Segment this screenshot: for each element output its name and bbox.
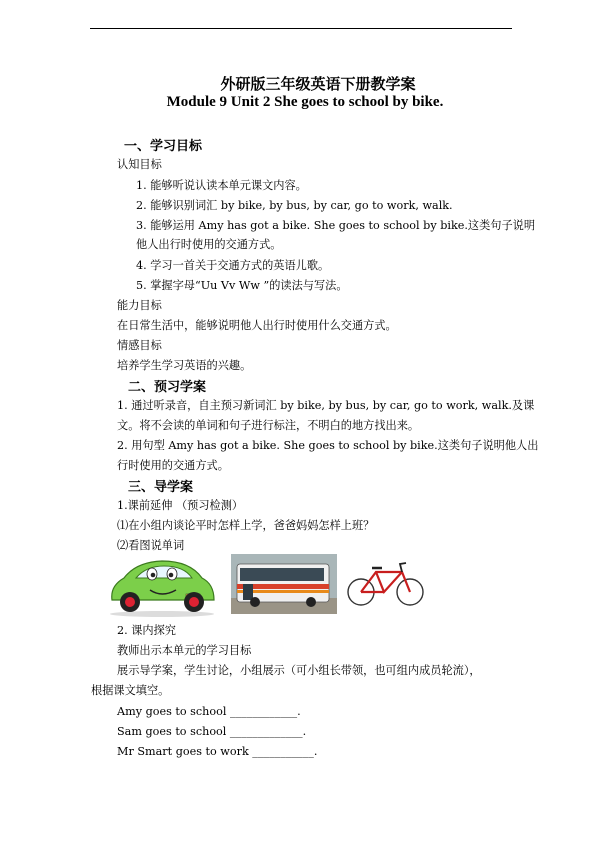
fill-blank-2: Sam goes to school _____________. <box>117 725 307 738</box>
goal-item-4: 4. 学习一首关于交通方式的英语儿歌。 <box>136 259 330 272</box>
teacher-instruction: 教师出示本单元的学习目标 <box>117 644 252 657</box>
cognitive-goals-label: 认知目标 <box>117 158 162 171</box>
question-1: ⑴在小组内谈论平时怎样上学，爸爸妈妈怎样上班？ <box>117 519 375 532</box>
section-heading-guide: 三、导学案 <box>128 480 194 495</box>
question-2: ⑵看图说单词 <box>117 539 185 552</box>
preview-paragraph-2-line-1: 2. 用句型 Amy has got a bike. She goes to school by bike.这类句子说明他人出 <box>117 439 539 452</box>
fill-blank-3: Mr Smart goes to work ___________. <box>117 745 318 758</box>
goal-item-1: 1. 能够听说认读本单元课文内容。 <box>136 179 307 192</box>
ability-goals-label: 能力目标 <box>117 299 162 312</box>
section-heading-goals: 一、学习目标 <box>124 139 203 154</box>
document-title-chinese: 外研版三年级英语下册教学案 <box>220 75 416 93</box>
group-activity-line-1: 展示导学案，学生讨论，小组展示（可小组长带领，也可组内成员轮流）， <box>117 664 481 677</box>
preview-paragraph-1-line-1: 1. 通过听录音，自主预习新词汇 by bike, by bus, by car, go to work, walk.及课 <box>117 399 535 412</box>
bicycle-picture <box>346 560 426 608</box>
fill-blank-1: Amy goes to school ____________. <box>117 705 301 718</box>
bus-picture <box>231 554 337 614</box>
document-title-english: Module 9 Unit 2 She goes to school by bike. <box>166 94 444 110</box>
group-activity-line-2: 根据课文填空。 <box>91 684 170 697</box>
preview-paragraph-1-line-2: 文。将不会读的单词和句子进行标注，不明白的地方找出来。 <box>117 419 420 432</box>
section-heading-preview: 二、预习学案 <box>128 380 207 395</box>
goal-item-2: 2. 能够识别词汇 by bike, by bus, by car, go to work, walk. <box>136 199 453 212</box>
preview-paragraph-2-line-2: 行时使用的交通方式。 <box>117 459 229 472</box>
goal-item-3-continued: 他人出行时使用的交通方式。 <box>136 238 282 251</box>
car-picture <box>106 556 218 618</box>
pre-class-label: 1.课前延伸 （预习检测） <box>117 499 244 512</box>
emotion-goals-label: 情感目标 <box>117 339 162 352</box>
goal-item-5: 5. 掌握字母“Uu Vv Ww ”的读法与写法。 <box>136 279 348 292</box>
goal-item-3: 3. 能够运用 Amy has got a bike. She goes to school by bike.这类句子说明 <box>136 219 536 232</box>
header-rule <box>90 28 512 29</box>
emotion-goals-text: 培养学生学习英语的兴趣。 <box>117 359 252 372</box>
ability-goals-text: 在日常生活中，能够说明他人出行时使用什么交通方式。 <box>117 319 397 332</box>
in-class-label: 2. 课内探究 <box>117 624 176 637</box>
